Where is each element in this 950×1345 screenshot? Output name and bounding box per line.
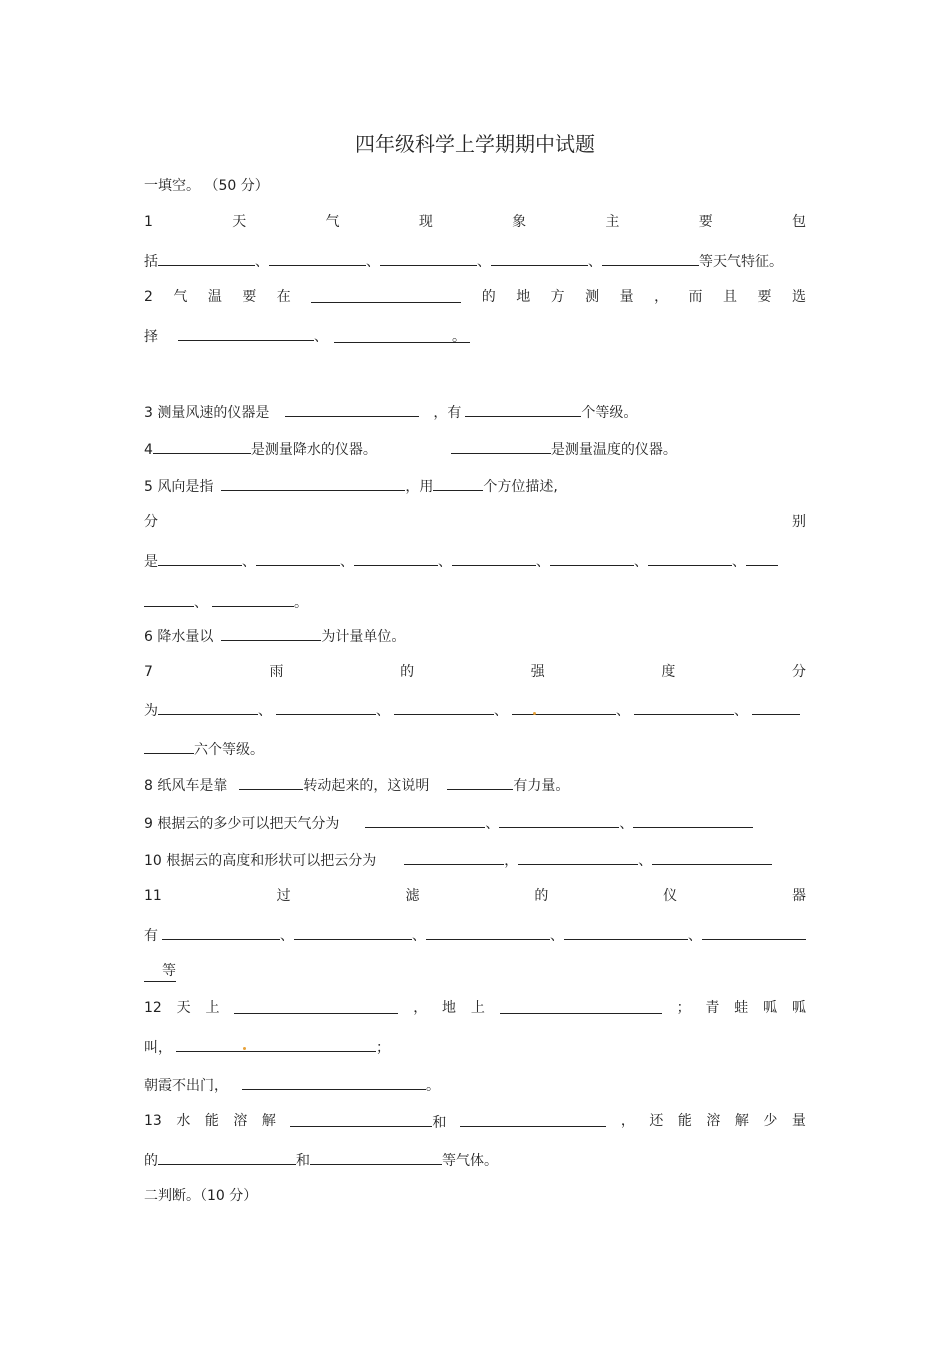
answer-blank[interactable] [158,699,258,715]
answer-blank[interactable] [394,699,494,715]
answer-blank[interactable] [221,475,405,491]
question-12-line-2: 叫， ； [144,1036,390,1058]
answer-blank[interactable] [365,812,485,828]
question-1-line-2: 括 、 、 、 、 等天气特征。 [144,250,783,272]
answer-blank[interactable] [354,550,438,566]
ink-speck [533,712,536,715]
question-4: 4 是测量降水的仪器。 是测量温度的仪器。 [144,438,677,460]
section-heading-true-false: 二判断。（10 分） [144,1188,258,1204]
answer-blank[interactable] [452,550,536,566]
answer-blank[interactable] [460,1111,606,1127]
answer-blank[interactable] [652,849,772,865]
page-title: 四年级科学上学期期中试题 [355,132,595,156]
answer-blank[interactable] [176,1036,376,1052]
question-6: 6 降水量以 为计量单位。 [144,625,405,647]
question-8: 8 纸风车是靠 转动起来的，这说明 有力量。 [144,774,569,796]
answer-blank[interactable] [269,250,366,266]
question-11-line-3 [144,961,176,982]
answer-blank[interactable] [518,849,638,865]
answer-blank[interactable] [491,250,588,266]
answer-blank[interactable] [380,250,477,266]
question-11-line-2: 有 、 、 、 、 [144,924,806,946]
answer-blank[interactable]: 。 [334,327,470,343]
answer-blank[interactable] [512,699,616,715]
answer-blank[interactable] [221,625,321,641]
ink-speck [243,1047,246,1050]
question-1-line-1: 1 天 气 现 象 主 要 包 [144,214,806,230]
question-2-line-1: 2 气 温 要 在 的 地 方 测 量 ， 而 且 要 选 [144,289,806,305]
question-13-line-2: 的 和 等气体。 [144,1149,498,1171]
question-11-line-1: 11 过 滤 的 仪 器 [144,888,806,904]
answer-blank[interactable] [158,250,255,266]
question-10: 10 根据云的高度和形状可以把云分为 ， 、 [144,849,772,871]
answer-blank[interactable] [404,849,504,865]
section-heading-fill-in: 一填空。 （50 分） [144,178,269,194]
answer-blank[interactable] [746,550,778,566]
answer-blank[interactable] [447,774,513,790]
question-7-line-1: 7 雨 的 强 度 分 [144,664,806,680]
answer-blank[interactable] [153,438,251,454]
answer-blank[interactable] [500,998,662,1014]
question-5-line-3: 是 、 、 、 、 、 、 [144,550,778,572]
answer-blank[interactable] [451,438,551,454]
answer-blank[interactable] [276,699,376,715]
answer-blank[interactable] [465,401,581,417]
answer-blank[interactable] [144,738,194,754]
question-9: 9 根据云的多少可以把天气分为 、 、 [144,812,753,834]
question-7-line-2: 为 、 、 、 、 、 [144,699,800,721]
answer-blank[interactable] [564,924,688,940]
question-2-line-2: 择 、 。 [144,325,470,347]
answer-blank[interactable] [178,325,314,341]
question-13-line-1: 13 水 能 溶 解 和 ， 还 能 溶 解 少 量 [144,1113,806,1131]
question-5-line-4: 、 。 [144,591,308,613]
answer-blank[interactable] [550,550,634,566]
answer-blank[interactable] [158,550,242,566]
answer-blank[interactable] [242,1074,426,1090]
answer-blank[interactable] [648,550,732,566]
question-12-line-3: 朝霞不出门， 。 [144,1074,440,1096]
answer-blank[interactable] [162,924,280,940]
question-5-line-1: 5 风向是指 ，用 个方位描述, [144,475,558,497]
answer-blank[interactable] [239,774,303,790]
question-3: 3 测量风速的仪器是 ，有 个等级。 [144,401,637,423]
question-12-line-1: 12 天 上 ， 地 上 ； 青 蛙 呱 呱 [144,1000,806,1016]
answer-blank[interactable] [702,924,806,940]
answer-blank[interactable] [634,699,734,715]
answer-blank[interactable] [311,287,461,303]
answer-blank[interactable]: 等 [144,961,176,982]
answer-blank[interactable] [144,591,194,607]
answer-blank[interactable] [285,401,419,417]
answer-blank[interactable] [433,475,483,491]
answer-blank[interactable] [426,924,550,940]
answer-blank[interactable] [499,812,619,828]
question-7-line-3: 六个等级。 [144,738,264,760]
answer-blank[interactable] [256,550,340,566]
answer-blank[interactable] [602,250,699,266]
answer-blank[interactable] [290,1111,432,1127]
answer-blank[interactable] [752,699,800,715]
answer-blank[interactable] [310,1149,442,1165]
answer-blank[interactable] [633,812,753,828]
answer-blank[interactable] [294,924,412,940]
answer-blank[interactable] [234,998,398,1014]
answer-blank[interactable] [158,1149,296,1165]
answer-blank[interactable] [212,591,294,607]
question-5-line-2: 分 别 [144,514,806,530]
